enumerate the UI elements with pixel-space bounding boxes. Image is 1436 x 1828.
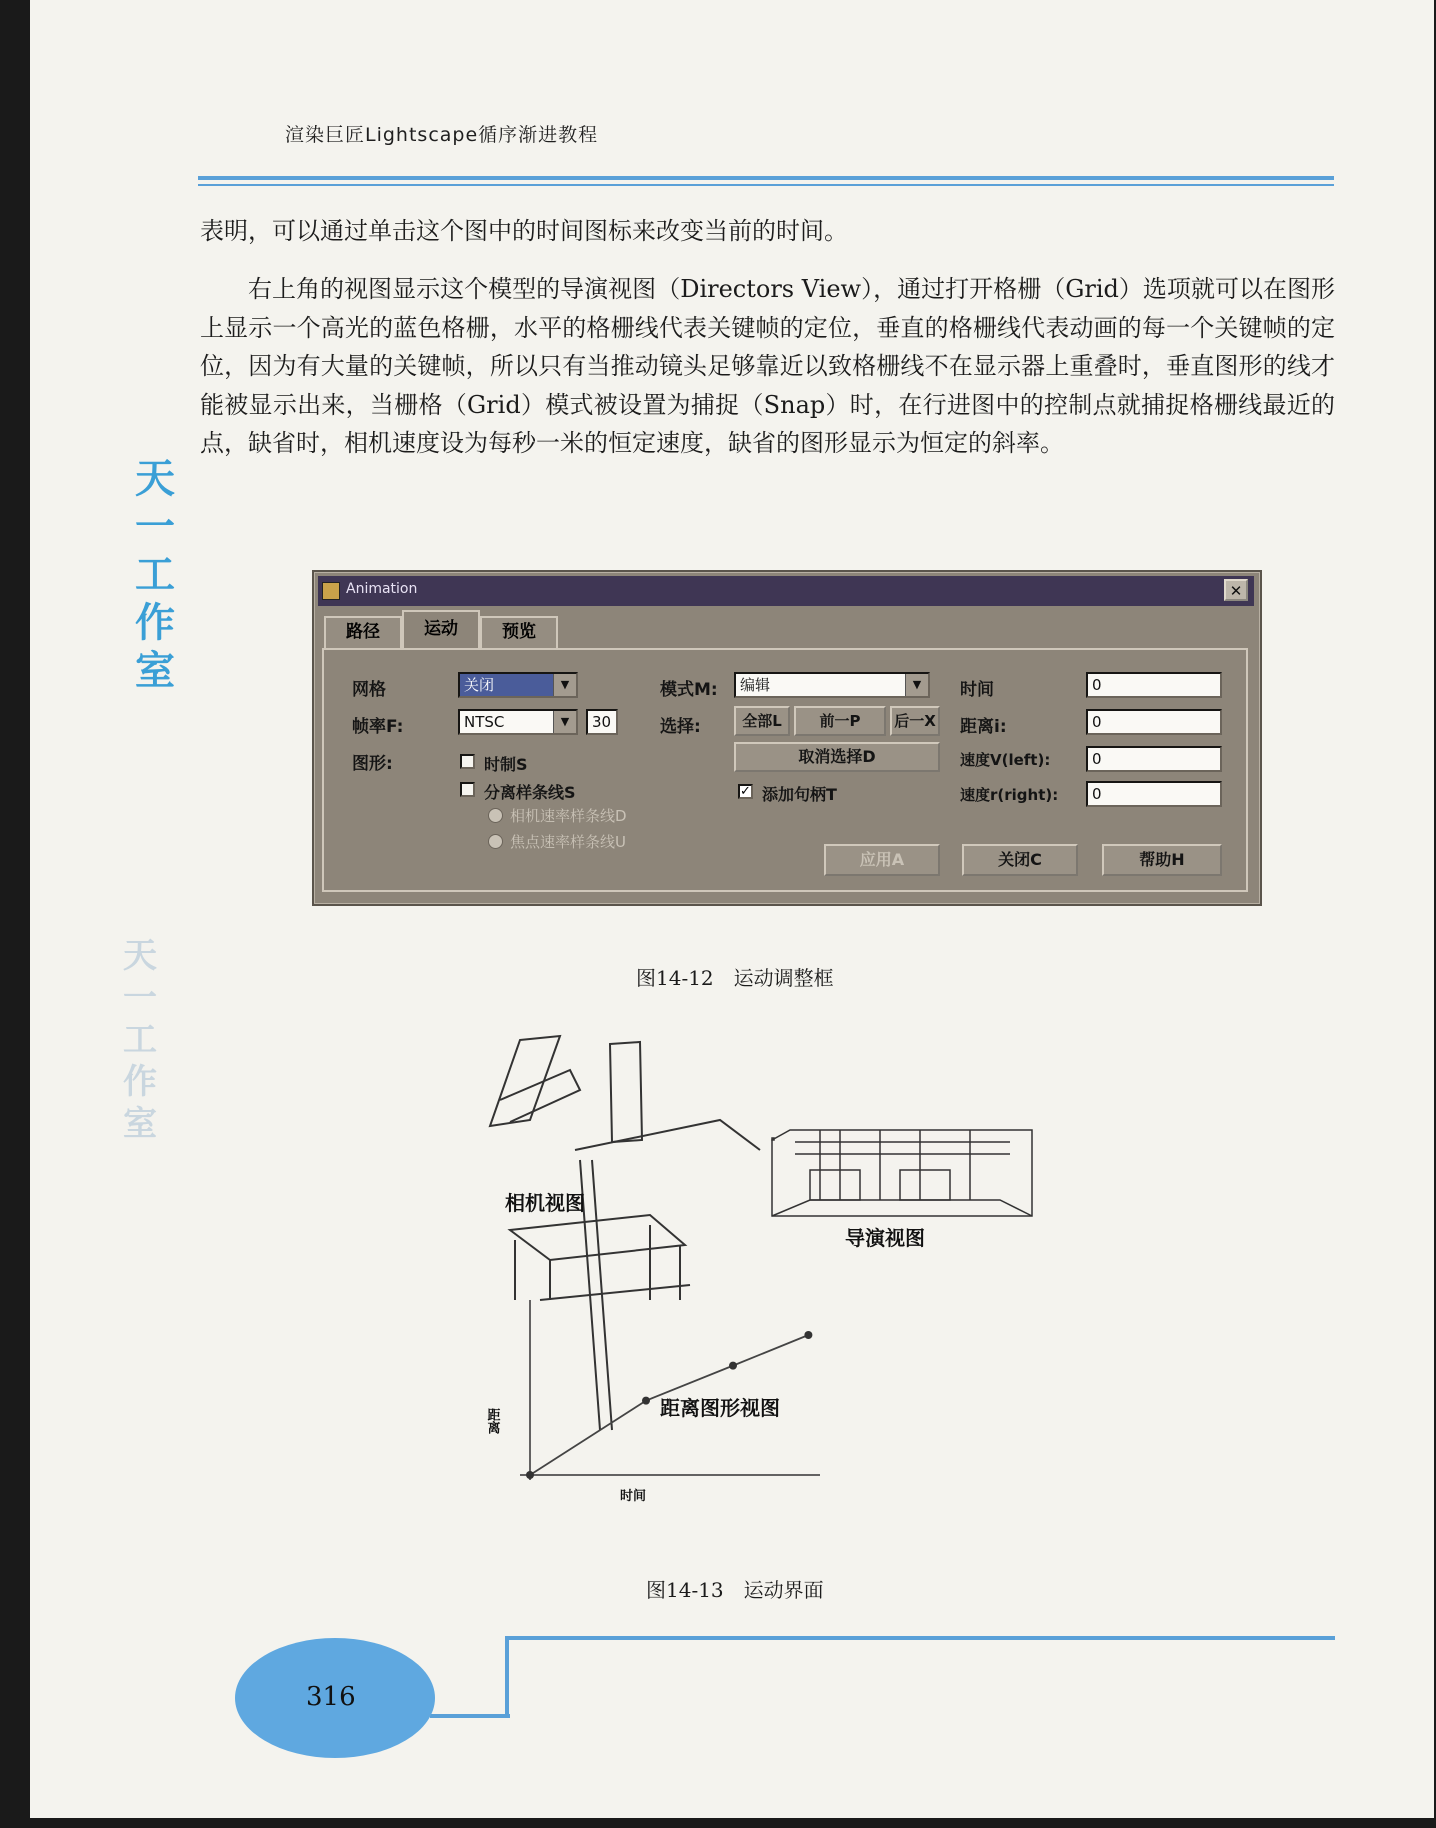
footer-rule-vertical (505, 1636, 509, 1716)
sidebar-char: 工 (135, 551, 175, 598)
paragraph-2: 右上角的视图显示这个模型的导演视图（Directors View），通过打开格栅（Grid）选项就可以在图形上显示一个高光的蓝色格栅，水平的格栅线代表关键帧的定位，垂直的格栅线代表动画的每一个关键帧的定位，因为有大量的关键帧，所以只有当推动镜头足够靠近以致格栅线不在显示器上重叠时，垂直图形的线才能被显示出来，当栅格（Grid）模式被设置为捕捉（Snap）时，在行进图中的控制点就捕捉格栅线最近的点，缺省时，相机速度设为每秒一米的恒定速度，缺省的图形显示为恒定的斜率。 (200, 275, 1335, 457)
dialog-title: Animation (346, 581, 418, 597)
frame-rate-number[interactable]: 30 (586, 709, 618, 735)
sidebar-faint-char: 工 (123, 1020, 157, 1060)
page-number: 316 (306, 1682, 356, 1712)
next-button[interactable]: 后一X (890, 706, 940, 736)
paragraph-1: 表明，可以通过单击这个图中的时间图标来改变当前的时间。 (200, 217, 848, 245)
footer-rule-connector (430, 1714, 510, 1718)
graph-label: 图形: (352, 754, 393, 774)
timing-checkbox-label: 时制S (484, 755, 528, 774)
timing-checkbox[interactable] (460, 754, 475, 769)
sidebar-faint-char: 天 (123, 936, 157, 976)
sidebar-studio-name (130, 455, 180, 695)
chevron-down-icon[interactable]: ▼ (553, 674, 576, 696)
speed-right-input[interactable]: 0 (1086, 781, 1222, 807)
distance-point (804, 1331, 812, 1339)
close-icon[interactable]: ✕ (1224, 579, 1248, 601)
time-input[interactable]: 0 (1086, 672, 1222, 698)
frame-rate-select[interactable] (458, 709, 578, 735)
camera-view-label: 相机视图 (505, 1191, 585, 1215)
focus-speed-radio[interactable] (488, 834, 503, 849)
add-handle-label: 添加句柄T (762, 785, 837, 804)
time-label: 时间 (960, 680, 994, 700)
app-icon (322, 582, 340, 600)
mode-select-value: 编辑 (740, 676, 771, 694)
help-button[interactable]: 帮助H (1102, 844, 1222, 876)
director-view-label: 导演视图 (845, 1226, 925, 1250)
distance-point (526, 1471, 534, 1479)
figure-caption-14-13: 图14-13 运动界面 (646, 1578, 824, 1602)
select-all-button[interactable]: 全部L (734, 706, 790, 736)
sidebar-char: 作 (135, 599, 175, 646)
book-page (30, 0, 1434, 1818)
grid-select[interactable] (458, 672, 578, 698)
tab-path[interactable]: 路径 (324, 616, 402, 648)
sidebar-char: 室 (135, 647, 175, 694)
speed-right-label: 速度r(right): (960, 786, 1059, 804)
mode-label: 模式M: (660, 680, 718, 700)
speed-left-input[interactable]: 0 (1086, 746, 1222, 772)
director-view-wireframe (772, 1130, 1032, 1216)
grid-label: 网格 (352, 680, 386, 700)
add-handle-checkbox[interactable]: ✓ (738, 784, 753, 799)
sidebar-faint-char: 室 (123, 1104, 157, 1144)
tab-preview[interactable]: 预览 (480, 616, 558, 648)
animation-dialog (312, 570, 1262, 906)
sidebar-studio-name-faint (115, 935, 165, 1145)
motion-interface-figure (460, 1030, 1080, 1510)
sidebar-faint-char: 一 (123, 978, 157, 1018)
chevron-down-icon[interactable]: ▼ (553, 711, 576, 733)
tab-motion[interactable]: 运动 (402, 610, 480, 648)
camera-speed-radio[interactable] (488, 808, 503, 823)
close-button[interactable]: 关闭C (962, 844, 1078, 876)
distance-point (729, 1362, 737, 1370)
chevron-down-icon[interactable]: ▼ (905, 674, 928, 696)
header-rule (198, 176, 1334, 180)
header-rule-thin (198, 184, 1334, 186)
distance-input[interactable]: 0 (1086, 709, 1222, 735)
footer-rule (505, 1636, 1335, 1640)
distance-graph-label: 距离图形视图 (660, 1396, 780, 1420)
distance-point (642, 1397, 650, 1405)
sidebar-faint-char: 作 (123, 1062, 157, 1102)
running-header: 渲染巨匠Lightscape循序渐进教程 (285, 124, 599, 146)
dialog-titlebar[interactable] (318, 576, 1254, 606)
figure-caption-14-12: 图14-12 运动调整框 (636, 966, 834, 990)
grid-select-value: 关闭 (464, 676, 495, 694)
split-spline-checkbox[interactable] (460, 782, 475, 797)
focus-speed-radio-label: 焦点速率样条线U (510, 833, 626, 851)
sidebar-char: 一 (135, 503, 175, 550)
distance-label: 距离i: (960, 717, 1007, 737)
x-axis-title: 时间 (620, 1489, 647, 1504)
y-axis-title: 距离 (484, 1408, 500, 1434)
sidebar-char: 天 (135, 455, 175, 502)
speed-left-label: 速度V(left): (960, 751, 1051, 769)
frame-rate-label: 帧率F: (352, 717, 404, 737)
camera-speed-radio-label: 相机速率样条线D (510, 807, 627, 825)
select-label: 选择: (660, 717, 701, 737)
prev-button[interactable]: 前一P (794, 706, 886, 736)
deselect-button[interactable]: 取消选择D (734, 742, 940, 772)
frame-rate-value: NTSC (464, 713, 505, 731)
apply-button[interactable]: 应用A (824, 844, 940, 876)
split-spline-label: 分离样条线S (484, 783, 576, 802)
mode-select[interactable] (734, 672, 930, 698)
